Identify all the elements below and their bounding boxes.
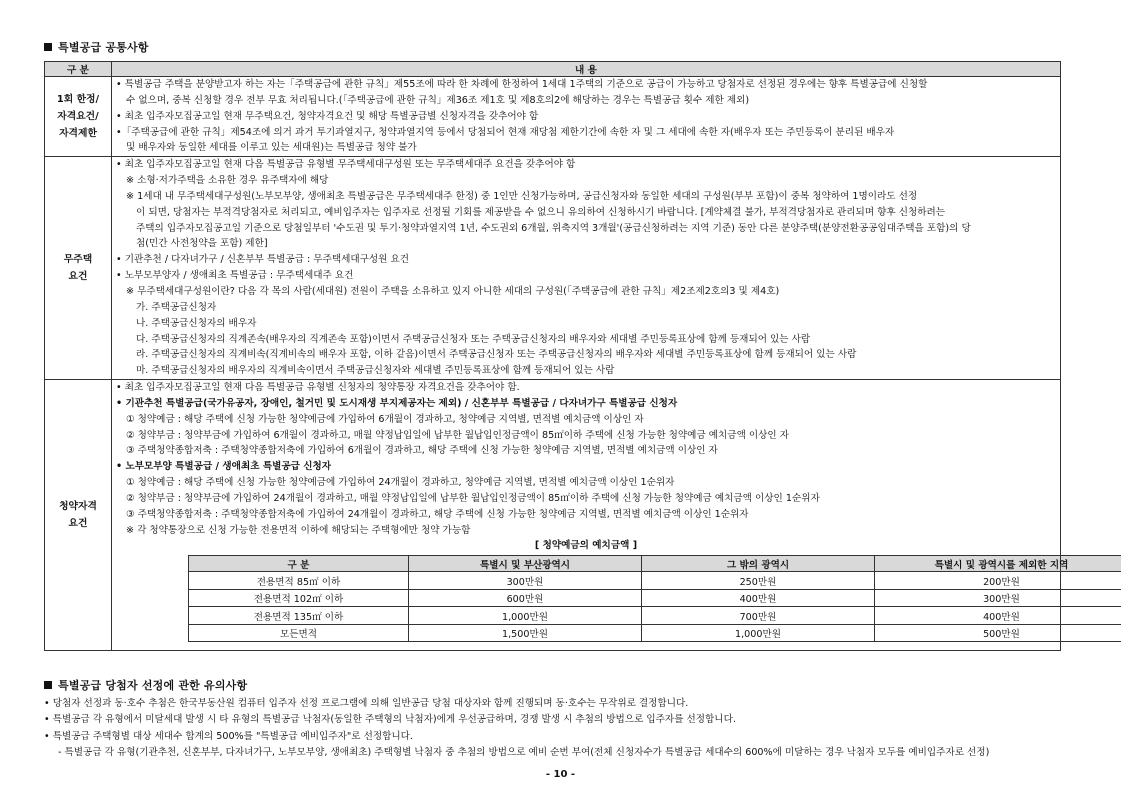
header-category: 구 분 [45,62,112,77]
deposit-row [189,624,1121,642]
content-line: • 최초 입주자모집공고일 현재 다음 특별공급 유형별 신청자의 청약통장 자격요건을 갖추어야 함. [116,382,520,394]
content-line: 가. 주택공급신청자 [136,301,217,313]
content-line: 주택의 입주자모집공고일 기준으로 당첨일부터 '수도권 및 투기·청약과열지역 1년, 수도권외 6개월, 위축지역 3개월'(공급신청하려는 지역 기준) 동안 다른 분양주택(분양전환공공임대주택을 포함)의 당 [136,222,971,234]
deposit-cell: 200만원 [875,572,1121,590]
content-line: •「주택공급에 관한 규칙」제54조에 의거 과거 투기과열지구, 청약과열지역 등에서 당첨되어 현재 재당첨 제한기간에 속한 자 및 그 세대에 속한 자(배우자 또는 주민등록이 분리된 배우자 [116,126,895,138]
content-line: • 기관추천 특별공급(국가유공자, 장애인, 철거민 및 도시재생 부지제공자는 제외) / 신혼부부 특별공급 / 다자녀가구 특별공급 신청자 [116,397,678,409]
content-line: ※ 1세대 내 무주택세대구성원(노부모부양, 생애최초 특별공급은 무주택세대주 한정) 중 1인만 신청가능하며, 공급신청자와 동일한 세대의 구성원(부부 포함)이 중복 청약하여 1명이라도 선정 [126,190,918,202]
content-line: 다. 주택공급신청자의 직계존속(배우자의 직계존속 포함)이면서 주택공급신청자 또는 주택공급신청자의 배우자와 세대별 주민등록표상에 함께 등재되어 있는 사람 [136,333,811,345]
square-bullet-icon [44,681,52,689]
deposit-cell: 300만원 [409,572,642,590]
table-header-row [45,62,1061,77]
row-label-no-house: 무주택 요건 [45,157,112,380]
page-number: - 10 - [545,769,576,780]
content-line: ※ 각 청약통장으로 신청 가능한 전용면적 이하에 해당되는 주택형에만 청약 가능함 [126,524,471,536]
content-line: ③ 주택청약종합저축 : 주택청약종합저축에 가입하여 6개월이 경과하고, 해당 주택에 신청 가능한 청약예금 지역별, 면적별 예치금액 이상인 자 [126,445,718,457]
square-bullet-icon [44,43,52,51]
header-content: 내 용 [112,62,1061,77]
winner-notes-list [44,696,1084,761]
content-line: ② 청약부금 : 청약부금에 가입하여 6개월이 경과하고, 매월 약정납입일에 납부한 월납입인정금액이 85㎡이하 주택에 신청 가능한 청약예금 예치금액 이상인 자 [126,429,789,441]
row-content-no-house [112,157,1061,380]
content-line: 라. 주택공급신청자의 직계비속(직계비속의 배우자 포함, 이하 같음)이면서 주택공급신청자 또는 주택공급신청자의 배우자와 세대별 주민등록표상에 함께 등재되어 있는 사람 [136,349,857,361]
note-item: • 특별공급 주택형별 대상 세대수 합계의 500%를 "특별공급 예비입주자"로 선정합니다. [44,730,413,742]
content-line: ※ 소형·저가주택을 소유한 경우 유주택자에 해당 [126,175,329,187]
table-row-limit [45,77,1061,157]
deposit-row [189,589,1121,607]
deposit-header: 구 분 [189,556,409,572]
deposit-cell: 250만원 [642,572,875,590]
deposit-cell: 400만원 [642,589,875,607]
content-line: • 특별공급 주택을 분양받고자 하는 자는「주택공급에 관한 규칙」제55조에 따라 한 차례에 한정하여 1세대 1주택의 기준으로 공급이 가능하고 당첨자로 선정된 경우에는 향후 특별공급에 신청할 [116,79,928,90]
content-line: • 노부모부양 특별공급 / 생애최초 특별공급 신청자 [116,461,332,473]
deposit-cell: 700만원 [642,607,875,625]
deposit-cell: 1,500만원 [409,624,642,642]
content-line: ③ 주택청약종합저축 : 주택청약종합저축에 가입하여 24개월이 경과하고, 해당 주택에 신청 가능한 청약예금 지역별, 면적별 예치금액 이상인 1순위자 [126,508,749,520]
table-row-subscription [45,380,1061,651]
content-line: • 기관추천 / 다자녀가구 / 신혼부부 특별공급 : 무주택세대구성원 요건 [116,254,410,266]
content-line: • 최초 입주자모집공고일 현재 무주택요건, 청약자격요건 및 해당 특별공급별 신청자격을 갖추어야 함 [116,110,539,122]
deposit-cell: 전용면적 102㎡ 이하 [189,589,409,607]
section-heading-common: 특별공급 공통사항 [44,39,149,55]
content-line: • 노부모부양자 / 생애최초 특별공급 : 무주택세대주 요건 [116,270,354,282]
table-row-no-house [45,157,1061,380]
deposit-cell: 600만원 [409,589,642,607]
deposit-header: 특별시 및 부산광역시 [409,556,642,572]
deposit-header: 특별시 및 광역시를 제외한 지역 [875,556,1121,572]
content-line: 나. 주택공급신청자의 배우자 [136,317,257,329]
content-line: ② 청약부금 : 청약부금에 가입하여 24개월이 경과하고, 매월 약정납입일에 납부한 월납입인정금액이 85㎡이하 주택에 신청 가능한 청약예금 예치금액 이상인 1순위자 [126,492,820,504]
content-line: 및 배우자와 동일한 세대를 이루고 있는 세대원)는 특별공급 청약 불가 [126,142,417,154]
deposit-row [189,607,1121,625]
deposit-cell: 400만원 [875,607,1121,625]
deposit-cell: 500만원 [875,624,1121,642]
deposit-cell: 1,000만원 [642,624,875,642]
note-item: • 당첨자 선정과 동·호수 추첨은 한국부동산원 컴퓨터 입주자 선정 프로그램에 의해 일반공급 당첨 대상자와 함께 진행되며 동·호수는 무작위로 결정합니다. [44,698,689,709]
deposit-header: 그 밖의 광역시 [642,556,875,572]
deposit-header-row [189,556,1121,572]
content-line: 수 없으며, 중복 신청할 경우 전부 무효 처리됩니다.(「주택공급에 관한 규칙」제36조 제1호 및 제8호의2에 해당하는 경우는 특별공급 횟수 제한 제외) [126,94,750,106]
content-line: 마. 주택공급신청자의 배우자의 직계비속이면서 주택공급신청자와 세대별 주민등록표상에 함께 등재되어 있는 사람 [136,365,615,377]
section-heading-winner-notes: 특별공급 당첨자 선정에 관한 유의사항 [44,677,247,693]
deposit-table-title: [ 청약예금의 예치금액 ] [534,540,638,552]
deposit-cell: 300만원 [875,589,1121,607]
common-rules-table [44,61,1069,651]
content-line: 이 되면, 당첨자는 부적격당첨자로 처리되고, 예비입주자는 입주자로 선정될 기회를 제공받을 수 없으니 유의하여 신청하시기 바랍니다. [계약체결 불가, 부적격당첨자로 관리되며 향후 신청하려는 [136,206,946,218]
deposit-cell: 전용면적 85㎡ 이하 [189,572,409,590]
content-line: ※ 무주택세대구성원이란? 다음 각 목의 사람(세대원) 전원이 주택을 소유하고 있지 아니한 세대의 구성원(「주택공급에 관한 규칙」제2조제2호의3 및 제4호) [126,285,780,297]
deposit-cell: 전용면적 135㎡ 이하 [189,607,409,625]
deposit-amount-table [188,555,1121,642]
row-label-subscription: 청약자격 요건 [45,380,112,651]
deposit-cell: 모든면적 [189,624,409,642]
row-label-limit: 1회 한정/ 자격요건/ 자격제한 [45,77,112,157]
row-content-limit [112,77,1061,157]
sub-note-item: - 특별공급 각 유형(기관추천, 신혼부부, 다자녀가구, 노부모부양, 생애최초) 주택형별 낙첨자 중 추첨의 방법으로 예비 순번 부여(전체 신청자수가 특별공급 세대수의 600%에 미달하는 경우 낙첨자 모두를 예비입주자로 선정) [58,746,990,758]
content-line: ① 청약예금 : 해당 주택에 신청 가능한 청약예금에 가입하여 6개월이 경과하고, 청약예금 지역별, 면적별 예치금액 이상인 자 [126,413,644,425]
content-line: ① 청약예금 : 해당 주택에 신청 가능한 청약예금에 가입하여 24개월이 경과하고, 청약예금 지역별, 면적별 예치금액 이상인 1순위자 [126,477,675,489]
content-line: 첨(민간 사전청약을 포함) 제한] [136,238,268,250]
note-item: • 특별공급 각 유형에서 미달세대 발생 시 타 유형의 특별공급 낙첨자(동일한 주택형의 낙첨자)에게 우선공급하며, 경쟁 발생 시 추첨의 방법으로 입주자를 선정합니다. [44,714,736,726]
deposit-cell: 1,000만원 [409,607,642,625]
content-line: • 최초 입주자모집공고일 현재 다음 특별공급 유형별 무주택세대구성원 또는 무주택세대주 요건을 갖추어야 함 [116,159,576,171]
row-content-subscription [112,380,1069,651]
deposit-row [189,572,1121,590]
